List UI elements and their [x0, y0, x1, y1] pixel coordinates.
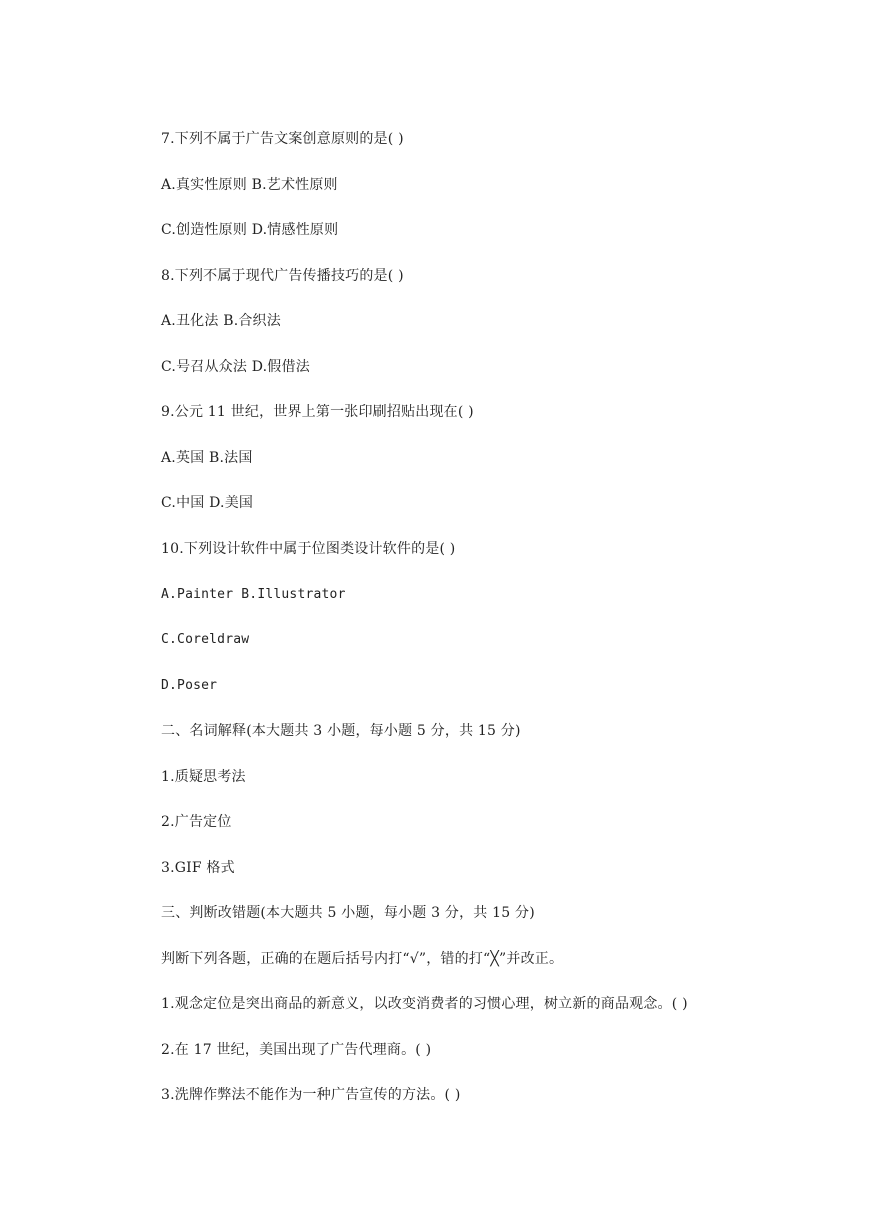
term-2: 2.广告定位: [161, 814, 232, 830]
question-8-options-ab: A.丑化法 B.合织法: [161, 313, 281, 329]
section-3-instructions: 判断下列各题，正确的在题后括号内打“√”，错的打“╳”并改正。: [161, 951, 564, 967]
question-7-options-cd: C.创造性原则 D.情感性原则: [161, 222, 339, 238]
judgment-1: 1.观念定位是突出商品的新意义，以改变消费者的习惯心理，树立新的商品观念。( ): [161, 996, 688, 1012]
question-8: 8.下列不属于现代广告传播技巧的是( ): [161, 268, 404, 284]
section-3-heading: 三、判断改错题(本大题共 5 小题，每小题 3 分，共 15 分): [161, 905, 535, 921]
question-9-options-cd: C.中国 D.美国: [161, 495, 254, 511]
question-10: 10.下列设计软件中属于位图类设计软件的是( ): [161, 541, 456, 557]
question-9-options-ab: A.英国 B.法国: [161, 450, 253, 466]
question-9: 9.公元 11 世纪，世界上第一张印刷招贴出现在( ): [161, 404, 474, 420]
question-10-options-ab: A.Painter B.Illustrator: [161, 587, 346, 602]
judgment-3: 3.洗牌作弊法不能作为一种广告宣传的方法。( ): [161, 1087, 461, 1103]
question-7-options-ab: A.真实性原则 B.艺术性原则: [161, 177, 338, 193]
question-10-option-d: D.Poser: [161, 678, 218, 693]
section-2-heading: 二、名词解释(本大题共 3 小题，每小题 5 分，共 15 分): [161, 723, 521, 739]
term-1: 1.质疑思考法: [161, 769, 246, 785]
term-3: 3.GIF 格式: [161, 860, 235, 876]
judgment-2: 2.在 17 世纪，美国出现了广告代理商。( ): [161, 1042, 432, 1058]
question-8-options-cd: C.号召从众法 D.假借法: [161, 359, 310, 375]
question-7: 7.下列不属于广告文案创意原则的是( ): [161, 131, 404, 147]
question-10-option-c: C.Coreldraw: [161, 632, 250, 647]
